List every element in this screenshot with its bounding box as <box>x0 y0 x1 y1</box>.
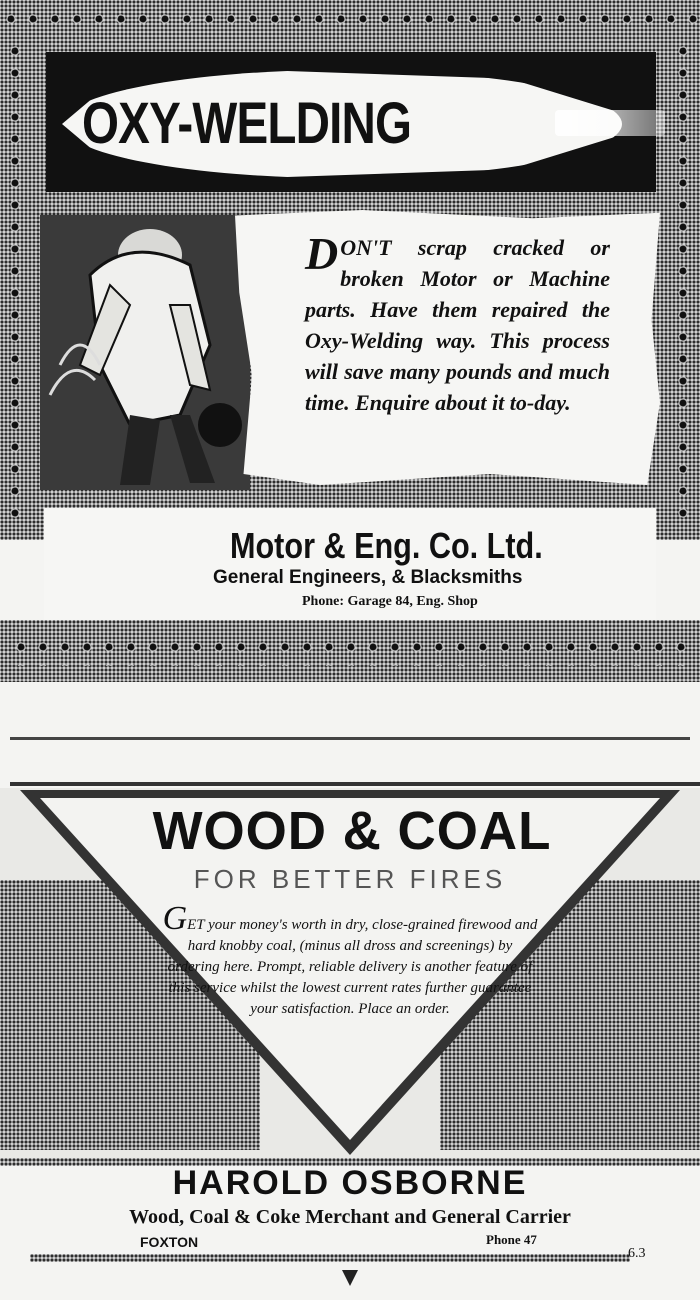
ad1-rivet-border-bottom <box>10 636 690 666</box>
ad2-headline: WOOD & COAL <box>152 801 552 861</box>
ad1-drop-cap: D <box>305 228 339 279</box>
welding-flame-icon <box>555 110 665 136</box>
ad1-company-name: Motor & Eng. Co. Ltd. <box>230 525 543 566</box>
ad2-body-text <box>160 900 540 1020</box>
triangle-ornament-icon <box>342 1270 358 1286</box>
column-divider-rule <box>10 737 690 740</box>
ad1-phone-line: Phone: Garage 84, Eng. Shop <box>302 594 478 609</box>
ad1-company-subtitle: General Engineers, & Blacksmiths <box>213 567 523 588</box>
ad2-merchant-name: HAROLD OSBORNE <box>172 1164 528 1202</box>
ad2-phone: Phone 47 <box>486 1232 537 1247</box>
ad1-rivet-border-right <box>672 40 698 520</box>
ad1-body-text <box>305 228 610 418</box>
ad2-trade-line: Wood, Coal & Coke Merchant and General Carrier <box>129 1206 571 1228</box>
ad2-tagline: FOR BETTER FIRES <box>193 864 507 894</box>
ad2-bottom-rule <box>30 1254 630 1262</box>
welder-illustration-icon <box>40 215 250 490</box>
ad2-drop-cap: G <box>162 900 188 937</box>
ad1-rivet-border-top <box>0 8 700 34</box>
wood-and-coal-advertisement <box>0 780 700 1300</box>
ad1-headline: OXY-WELDING <box>82 91 412 156</box>
ad2-town: FOXTON <box>140 1234 199 1250</box>
ad1-body-copy: ON'T scrap cracked or broken Motor or Machine parts. Have them repaired the Oxy-Welding way. This process will save many pounds and much time. Enquire about it to-day. <box>305 235 610 415</box>
ad2-body-copy: ET your money's worth in dry, close-grained firewood and hard knobby coal, (minus all dross and screenings) by ordering here. Prompt, reliable delivery is another feature of this service whilst the lowest current rates further guarantee your satisfaction. Place an order. <box>167 917 538 1017</box>
ad1-rivet-border-left <box>4 40 30 520</box>
ad2-reference-code: 6.3 <box>628 1246 646 1261</box>
